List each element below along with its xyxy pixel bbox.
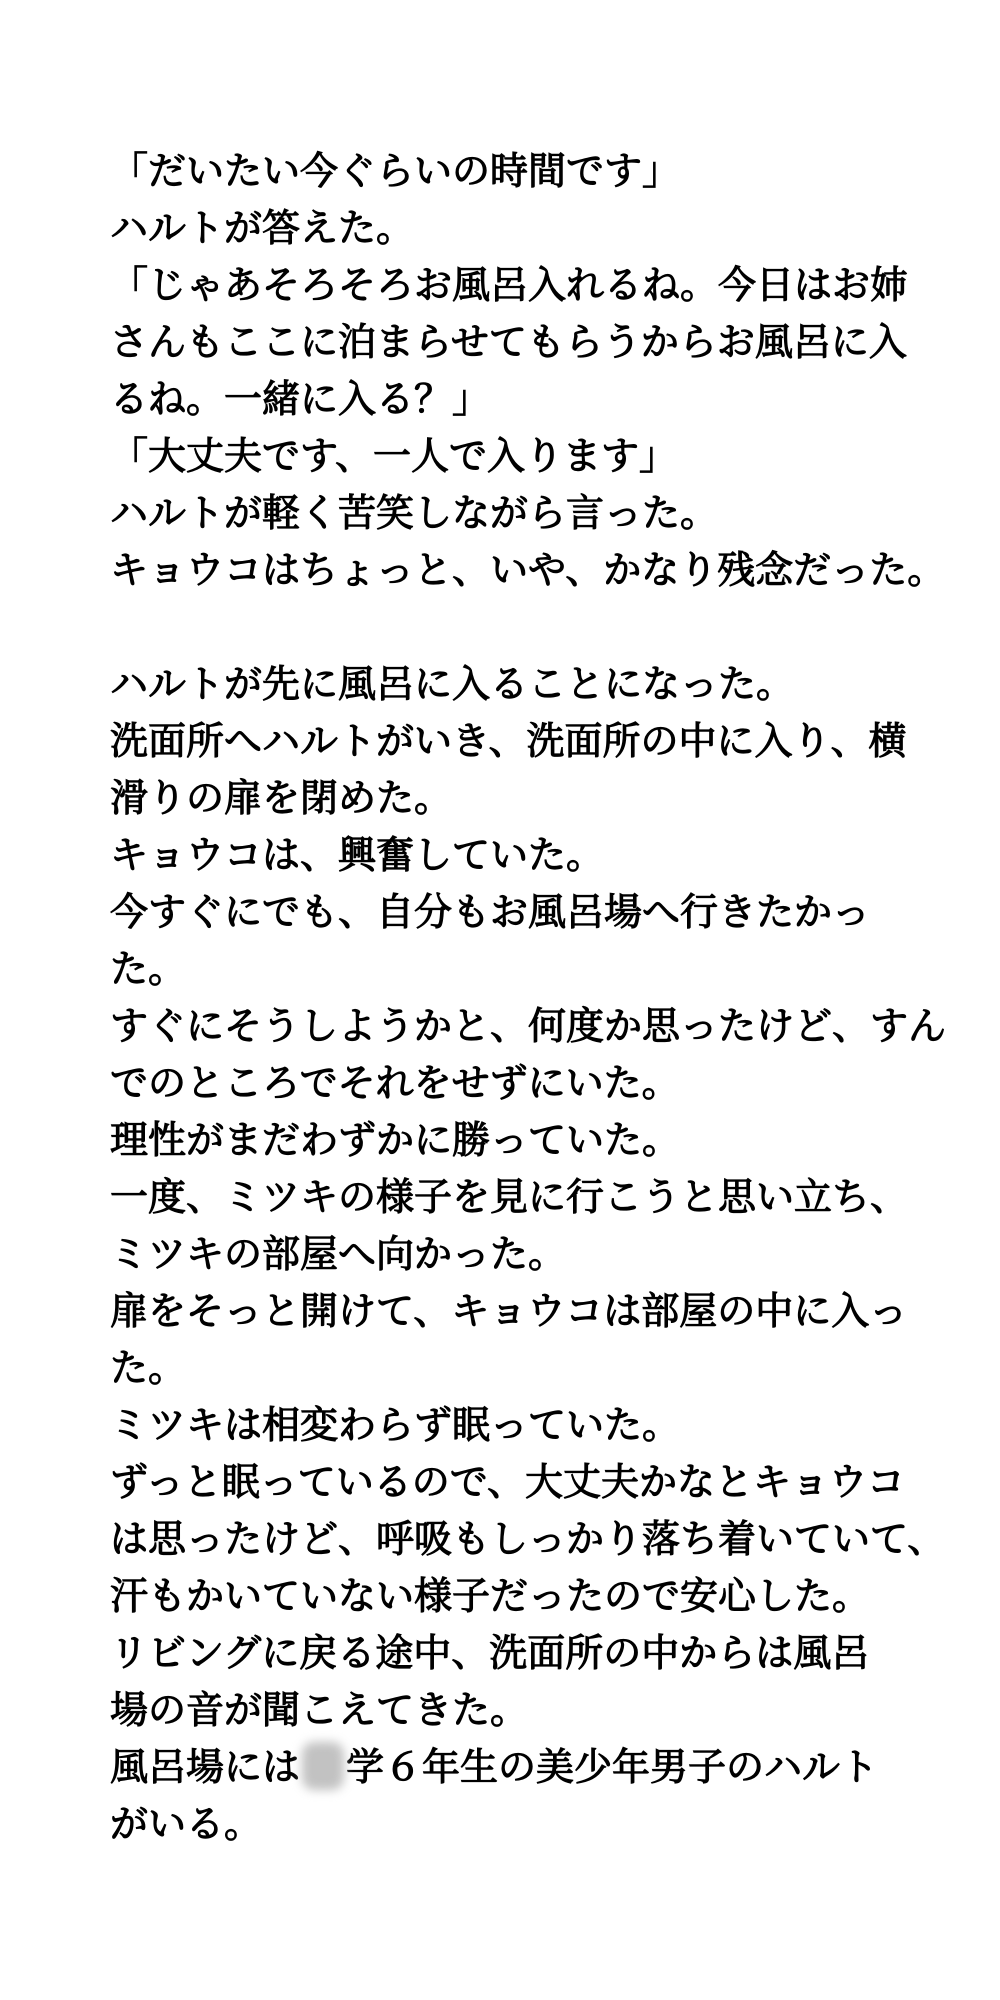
text-line: がいる。: [110, 1804, 263, 1846]
text-line: [110, 1740, 920, 1797]
text-line: た。: [110, 1348, 187, 1390]
text-segment: 学６年生の美少年男子のハルト: [346, 1747, 879, 1789]
text-line: ミツキは相変わらず眠っていた。: [110, 1405, 681, 1447]
text-line: た。: [110, 949, 187, 991]
text-line: 今すぐにでも、自分もお風呂場へ行きたかっ: [110, 892, 871, 934]
blank-line: [110, 600, 920, 657]
text-line: 汗もかいていない様子だったので安心した。: [110, 1576, 871, 1618]
text-line: 場の音が聞こえてきた。: [110, 1690, 529, 1732]
text-line: ハルトが先に風呂に入ることになった。: [110, 664, 795, 706]
redaction-blur: [302, 1742, 344, 1790]
text-line: リビングに戻る途中、洗面所の中からは風呂: [110, 1633, 870, 1675]
text-line: 「大丈夫です、一人で入ります」: [110, 436, 677, 478]
text-line: ハルトが軽く苦笑しながら言った。: [110, 493, 719, 535]
text-line: キョウコは、興奮していた。: [110, 835, 605, 877]
text-segment: 風呂場には: [110, 1747, 301, 1789]
text-line: は思ったけど、呼吸もしっかり落ち着いていて、: [110, 1519, 946, 1561]
text-line: るね。一緒に入る？」: [110, 379, 491, 421]
text-line: 「じゃあそろそろお風呂入れるね。今日はお姉: [110, 265, 909, 307]
text-line: 滑りの扉を閉めた。: [110, 778, 453, 820]
text-line: 理性がまだわずかに勝っていた。: [110, 1120, 681, 1162]
text-line: 洗面所へハルトがいき、洗面所の中に入り、横: [110, 721, 907, 763]
text-line: ミツキの部屋へ向かった。: [110, 1234, 567, 1276]
text-line: ずっと眠っているので、大丈夫かなとキョウコ: [110, 1462, 905, 1504]
novel-text-block: [110, 144, 947, 1854]
text-line: ハルトが答えた。: [110, 208, 415, 250]
text-line: すぐにそうしようかと、何度か思ったけど、すん: [110, 1006, 947, 1048]
text-line: 一度、ミツキの様子を見に行こうと思い立ち、: [110, 1177, 909, 1219]
text-line: 扉をそっと開けて、キョウコは部屋の中に入っ: [110, 1291, 908, 1333]
text-line: 「だいたい今ぐらいの時間です」: [110, 151, 681, 193]
text-line: さんもここに泊まらせてもらうからお風呂に入: [110, 322, 907, 364]
text-line: でのところでそれをせずにいた。: [110, 1063, 680, 1105]
text-line: キョウコはちょっと、いや、かなり残念だった。: [110, 550, 946, 592]
